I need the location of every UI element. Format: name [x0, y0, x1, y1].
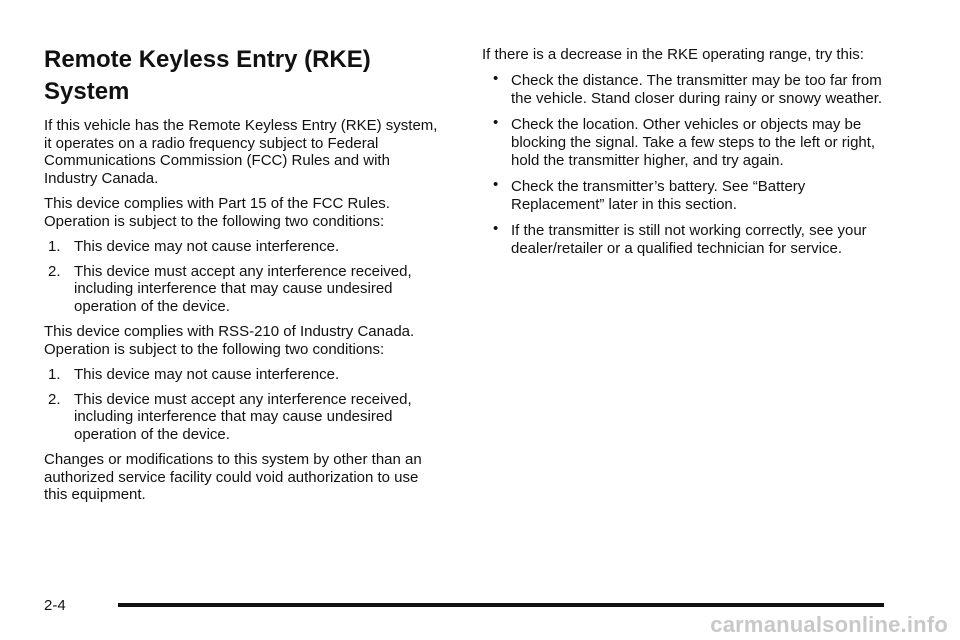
changes-paragraph: Changes or modifications to this system by other than an authorized service facility could void authorization to use this equipment.	[44, 451, 422, 503]
fcc-conditions-list	[44, 238, 444, 315]
range-intro: If there is a decrease in the RKE operating range, try this:	[482, 46, 864, 63]
list-item	[482, 219, 902, 258]
list-item-text: Check the distance. The transmitter may be too far from the vehicle. Stand closer during rainy or snowy weather.	[511, 71, 883, 107]
list-item-text: Check the location. Other vehicles or objects may be blocking the signal. Take a few steps to the left or right, hold the transmitter higher, and try again.	[511, 115, 876, 169]
list-item-text: Check the transmitter’s battery. See “Battery Replacement” later in this section.	[511, 177, 806, 213]
list-item	[44, 366, 444, 384]
intro-paragraph: If this vehicle has the Remote Keyless Entry (RKE) system, it operates on a radio frequency subject to Federal Communications Commission (FCC) Rules and with Industry Canada.	[44, 117, 438, 187]
list-item-text: If the transmitter is still not working correctly, see your dealer/retailer or a qualified technician for service.	[511, 221, 867, 257]
list-item	[482, 113, 902, 170]
section-title-line1: Remote Keyless Entry (RKE)	[44, 46, 371, 73]
list-item	[44, 238, 444, 256]
page-number: 2-4	[44, 597, 66, 614]
footer-rule	[118, 603, 884, 607]
troubleshooting-list	[482, 69, 902, 258]
list-item-text: This device must accept any interference received, including interference that may cause undesired operation of the device.	[74, 390, 412, 443]
list-item-text: This device may not cause interference.	[74, 238, 340, 255]
list-item	[44, 391, 444, 444]
left-column	[44, 44, 444, 512]
fcc-statement: This device complies with Part 15 of the FCC Rules. Operation is subject to the following two conditions:	[44, 195, 390, 230]
list-item-text: This device must accept any interference received, including interference that may cause undesired operation of the device.	[74, 262, 412, 315]
list-number: 1.	[48, 238, 61, 255]
list-number: 2.	[48, 262, 61, 280]
list-number: 2.	[48, 390, 61, 408]
bullet-icon: •	[493, 113, 499, 131]
bullet-icon: •	[493, 69, 499, 87]
rss-conditions-list	[44, 366, 444, 443]
watermark: carmanualsonline.info	[710, 612, 948, 637]
list-item	[44, 263, 444, 316]
rss-statement: This device complies with RSS-210 of Industry Canada. Operation is subject to the following two conditions:	[44, 323, 415, 358]
list-item	[482, 69, 902, 108]
section-title-line2: System	[44, 78, 130, 105]
bullet-icon: •	[493, 175, 499, 193]
list-item	[482, 175, 902, 214]
right-column	[482, 46, 902, 266]
section-title	[44, 44, 444, 108]
bullet-icon: •	[493, 219, 499, 237]
list-item-text: This device may not cause interference.	[74, 366, 340, 383]
list-number: 1.	[48, 366, 61, 383]
